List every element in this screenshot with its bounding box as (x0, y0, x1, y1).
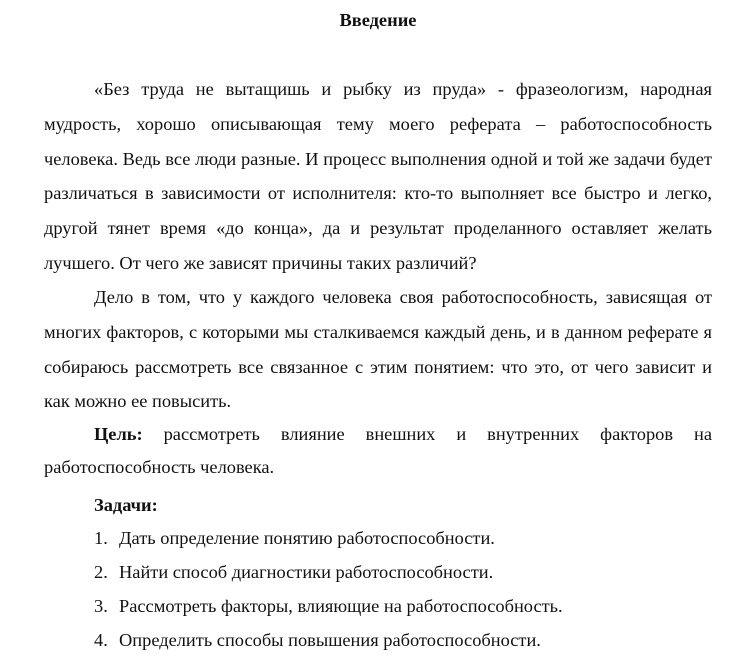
task-number: 3. (94, 596, 108, 616)
goal-label: Цель: (94, 424, 143, 444)
goal-text: рассмотреть влияние внешних и внутренних факторов на работоспособность человека. (44, 424, 712, 477)
task-item (94, 521, 712, 555)
tasks-list (94, 521, 712, 657)
goal-paragraph (44, 418, 712, 484)
intro-paragraph-1: «Без труда не вытащишь и рыбку из пруда» - фразеологизм, народная мудрость, хорошо описывающая тему моего реферата – работоспособность человека. Ведь все люди разные. И процесс выполнения одной и той же задачи будет различаться в зависимости от исполнителя: кто-то выполняет все быстро и легко, другой тянет время «до конца», да и результат проделанного оставляет желать лучшего. От чего же зависят причины таких различий? (44, 79, 712, 273)
task-number: 2. (94, 562, 108, 582)
task-item (94, 555, 712, 589)
task-text: Рассмотреть факторы, влияющие на работоспособность. (119, 596, 563, 616)
task-text: Дать определение понятию работоспособности. (119, 528, 495, 548)
tasks-heading: Задачи: (94, 495, 158, 515)
task-text: Найти способ диагностики работоспособности. (119, 562, 494, 582)
task-item (94, 623, 712, 657)
task-number: 4. (94, 630, 108, 650)
task-text: Определить способы повышения работоспособности. (119, 630, 541, 650)
intro-paragraph-2: Дело в том, что у каждого человека своя работоспособность, зависящая от многих факторов, с которыми мы сталкиваемся каждый день, и в данном реферате я собираюсь рассмотреть все связанное с этим понятием: что это, от чего зависит и как можно ее повысить. (44, 287, 712, 412)
document-title: Введение (339, 10, 417, 30)
task-item (94, 589, 712, 623)
task-number: 1. (94, 528, 108, 548)
